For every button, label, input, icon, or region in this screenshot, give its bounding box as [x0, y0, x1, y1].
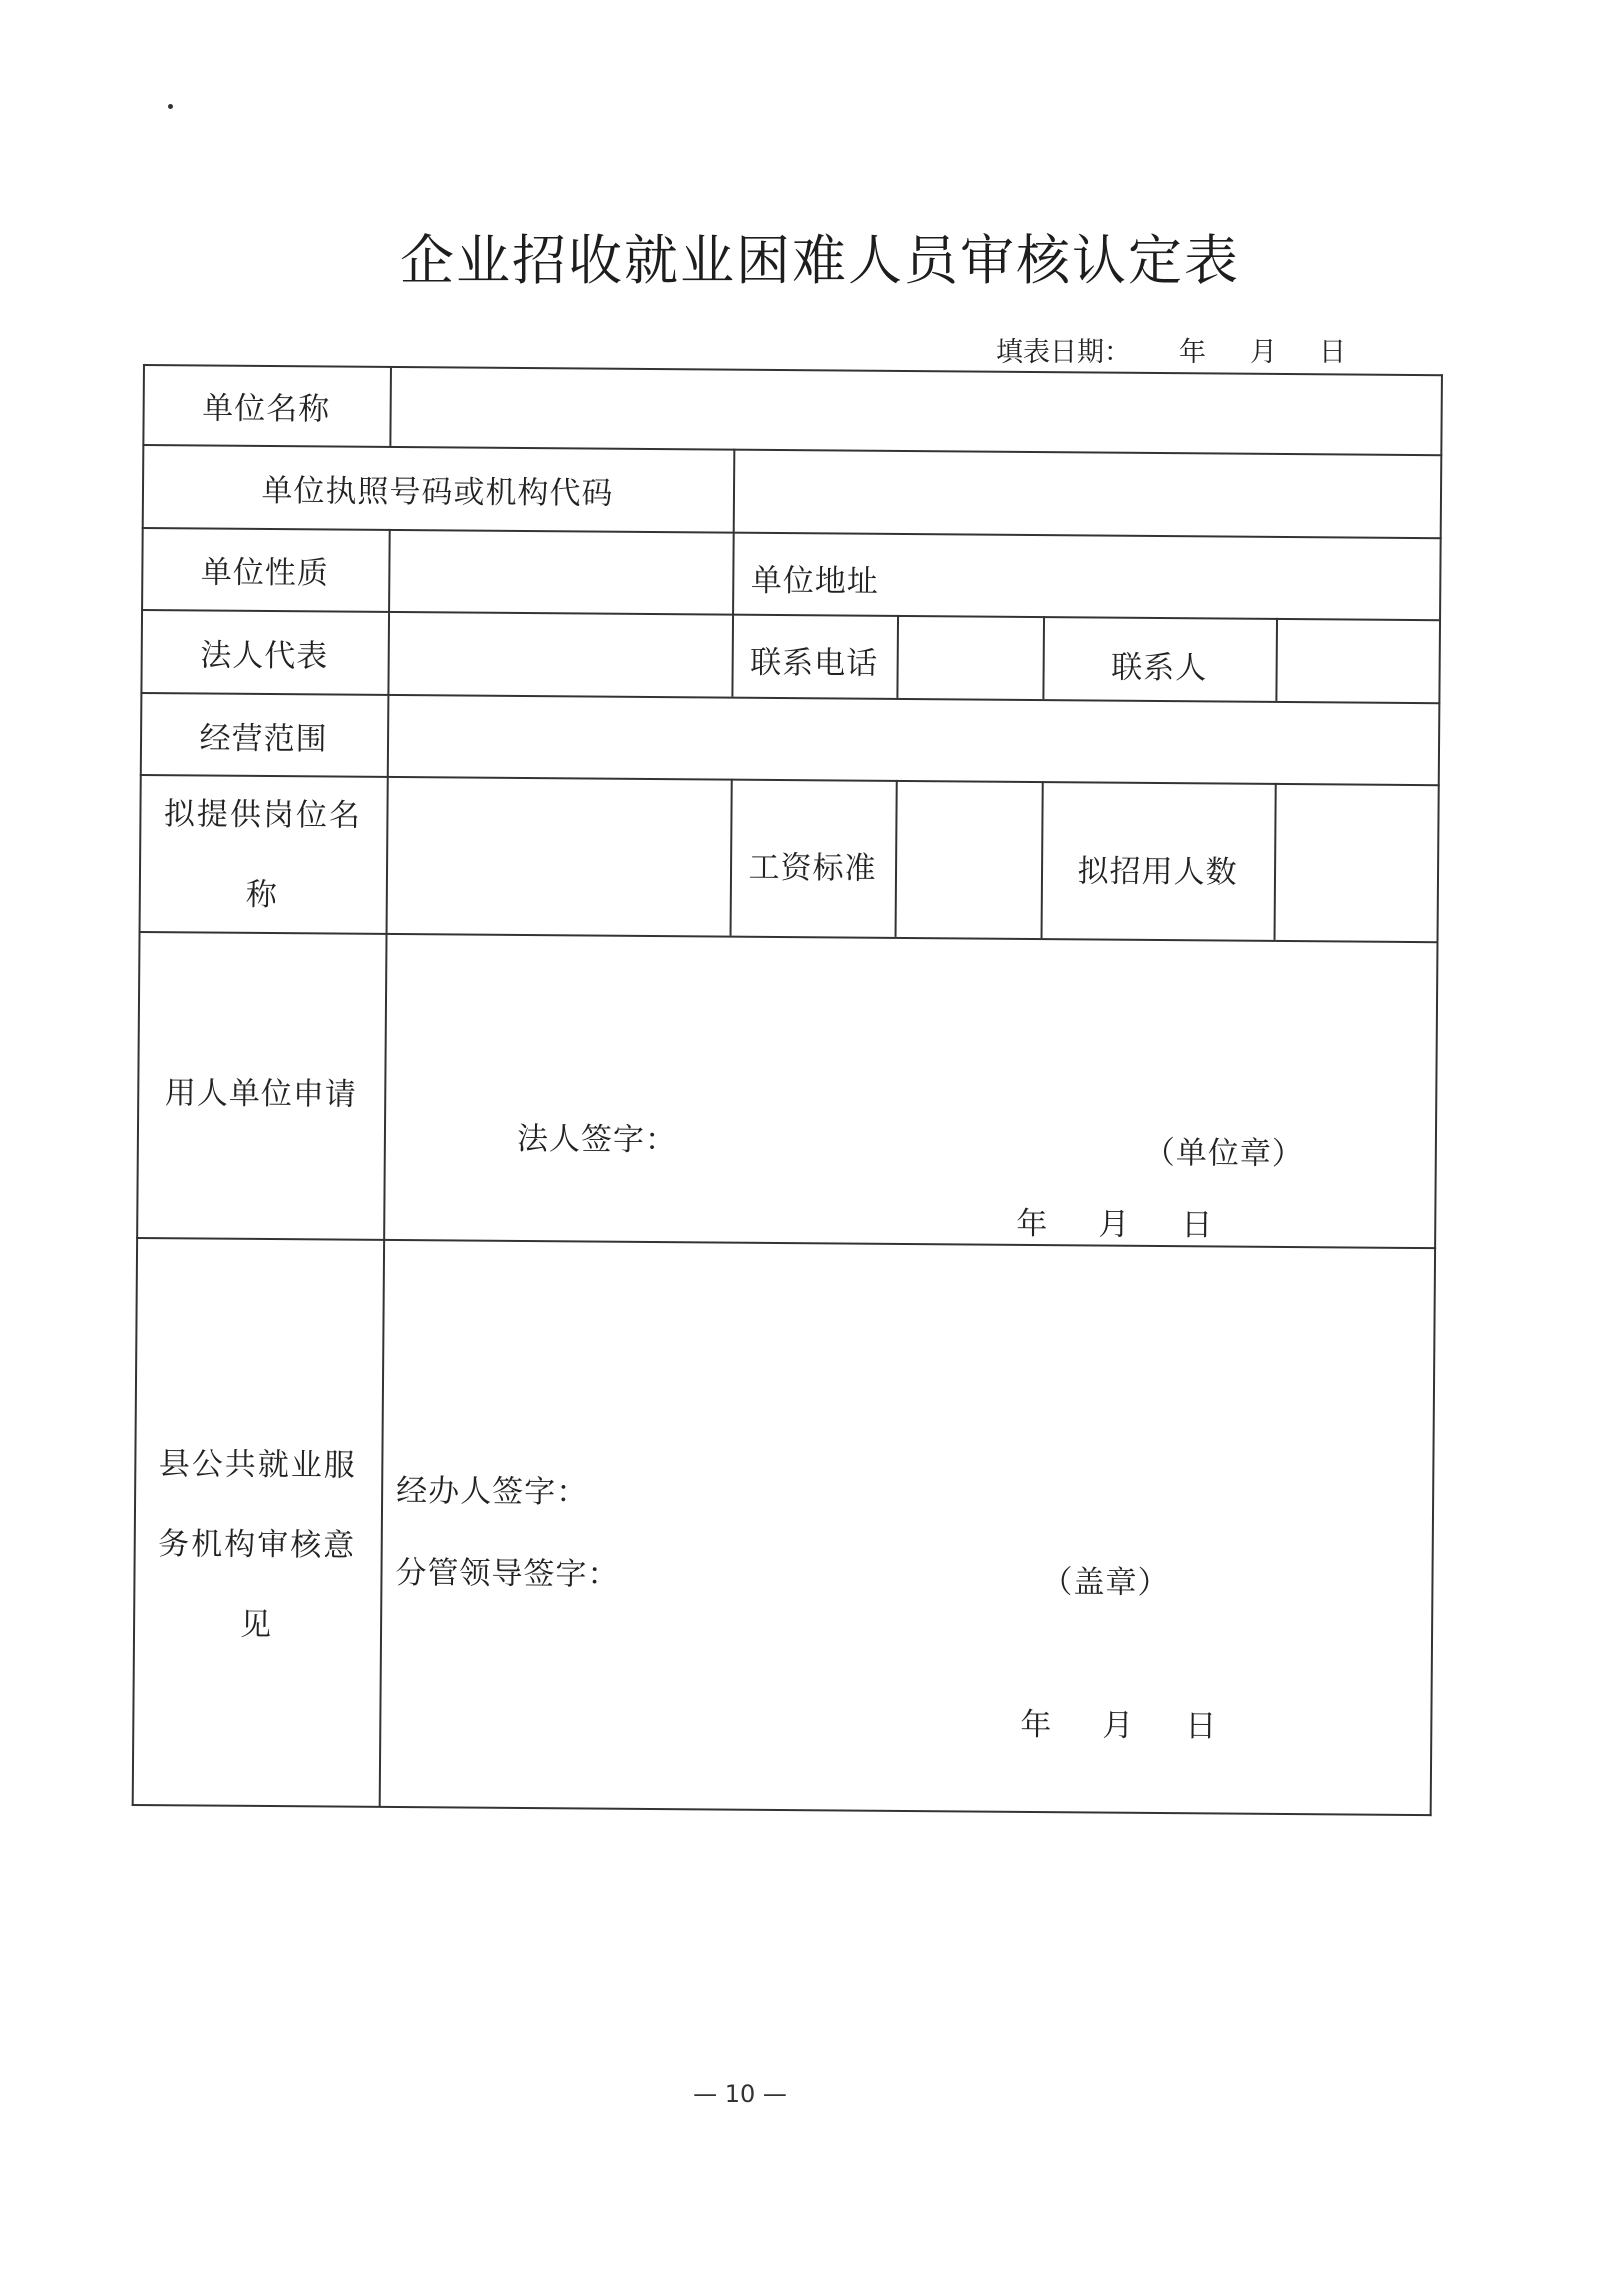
row-divider	[142, 444, 1442, 456]
contact-label: 联系人	[1111, 649, 1208, 687]
col-divider	[896, 615, 899, 698]
review-date-year: 年	[1020, 1706, 1053, 1744]
col-divider	[389, 366, 392, 446]
license-code-label: 单位执照号码或机构代码	[261, 472, 614, 512]
row-divider	[141, 609, 1441, 621]
fill-date-year: 年	[1179, 337, 1206, 368]
review-date-month: 月	[1102, 1707, 1135, 1744]
county-review-label-line2: 务机构审核意	[158, 1526, 357, 1564]
county-review-label	[133, 1424, 382, 1666]
legal-rep-label: 法人代表	[200, 637, 329, 675]
row-divider	[136, 1237, 1436, 1249]
fill-date-day: 日	[1319, 337, 1346, 368]
headcount-label: 拟招用人数	[1077, 853, 1238, 891]
business-scope-label: 经营范围	[199, 720, 328, 758]
table-border-right	[1430, 374, 1443, 1816]
row-divider	[142, 527, 1442, 539]
fill-date-month: 月	[1250, 337, 1277, 368]
col-divider	[733, 449, 736, 532]
leader-sign-label: 分管领导签字：	[395, 1555, 620, 1593]
application-date-day: 日	[1181, 1207, 1214, 1244]
row-divider	[140, 692, 1440, 704]
county-review-label-line1: 县公共就业服	[158, 1446, 357, 1484]
table-border-bottom	[132, 1804, 1432, 1816]
positions-label-line2: 称	[245, 876, 279, 914]
review-date-day: 日	[1185, 1708, 1218, 1745]
salary-label: 工资标准	[748, 849, 877, 887]
unit-address-label: 单位地址	[750, 562, 879, 600]
fill-date-label: 填表日期：	[996, 337, 1131, 368]
legal-sign-label: 法人签字：	[516, 1120, 678, 1159]
unit-seal-label: （单位章）	[1143, 1134, 1304, 1173]
application-date-month: 月	[1098, 1206, 1131, 1243]
positions-label	[139, 774, 387, 936]
county-review-label-line3: 见	[239, 1606, 274, 1644]
page-number: — 10 —	[693, 2080, 787, 2108]
fill-date	[996, 330, 1346, 369]
positions-label-line1: 拟提供岗位名	[163, 796, 363, 834]
page-title: 企业招收就业困难人员审核认定表	[400, 229, 1240, 292]
review-seal-label: （盖章）	[1041, 1564, 1170, 1602]
employer-application-label: 用人单位申请	[164, 1075, 357, 1113]
application-date-year: 年	[1016, 1205, 1049, 1243]
scan-dot	[168, 104, 173, 109]
col-divider	[1275, 618, 1278, 701]
unit-nature-label: 单位性质	[200, 554, 330, 592]
phone-label: 联系电话	[750, 644, 879, 682]
unit-name-label: 单位名称	[202, 390, 331, 428]
handler-sign-label: 经办人签字：	[396, 1473, 589, 1511]
review-form-table	[132, 364, 1443, 1816]
